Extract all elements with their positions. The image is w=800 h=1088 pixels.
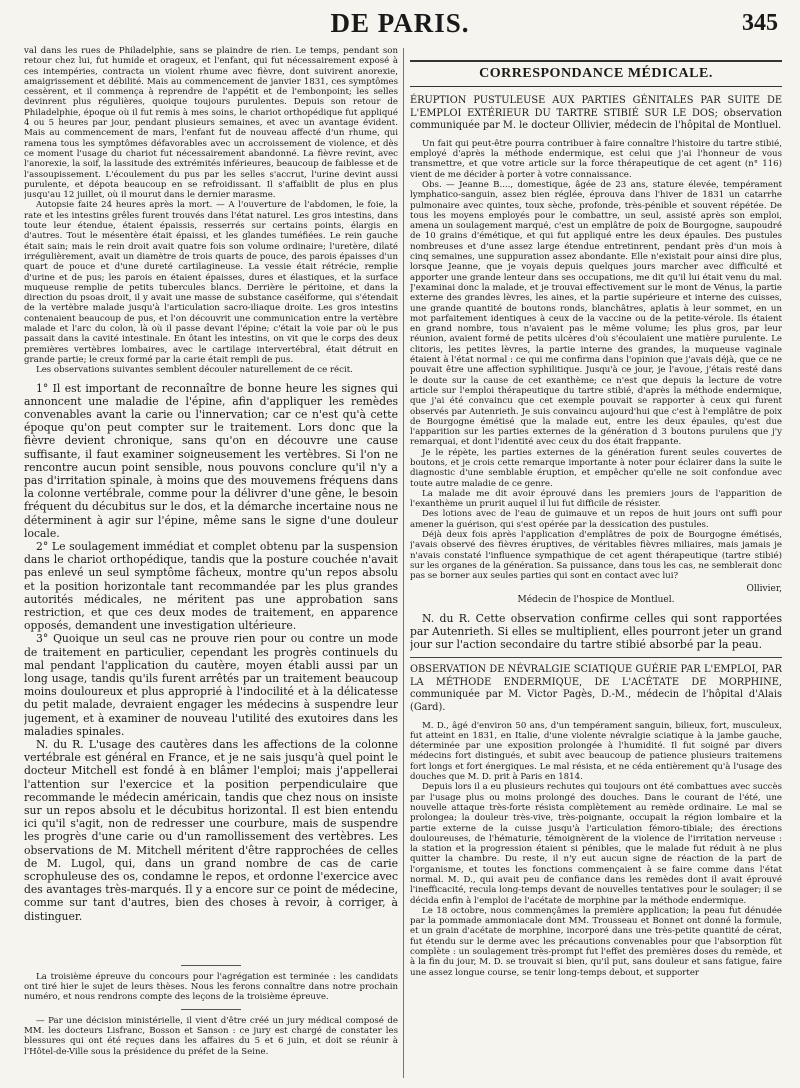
separator-rule: [181, 965, 241, 966]
article-1-paragraph: Déjà deux fois après l'application d'emplâtres de poix de Bourgogne émétisés, j'avais observé des fièvres éruptives, de véritables fièvres miliaires, mais jamais je n'avais constaté l'influence sympathique de cet agent thérapeutique (tartre stibié) sur les organes de la génération. Sa puissance, dans tous les cas, ne semblerait donc pas se borner aux seules parties qui sont en contact avec lui?: [410, 530, 782, 582]
running-title: DE PARIS.: [330, 8, 470, 38]
signature-name: Ollivier,: [746, 583, 782, 594]
column-divider: [403, 48, 404, 1078]
editor-note-right: N. du R. Cette observation confirme celles qui sont rapportées par Autenrieth. Si elles se multiplient, elles pourront jeter un grand jour sur l'action secondaire du tartre stibié absorbé par la peau.: [410, 611, 782, 651]
article-separator: [410, 657, 782, 658]
editor-note-left: N. du R. L'usage des cautères dans les affections de la colonne vertébrale est général en France, et je ne sais jusqu'à quel point le docteur Mitchell est fondé à en blâmer l'emploi; mais j'appellerai l'attention sur l'exercice et la position perpendiculaire que recommande le médecin américain, tandis que chez nous on insiste sur un repos absolu et le décubitus horizontal. Il est bien entendu ici qu'il s'agit, non de redresser une courbure, mais de suspendre les progrès d'une carie ou d'un ramollissement des vertèbres. Les observations de M. Mitchell méritent d'être rapprochées de celles de M. Lugol, qui, dans un grand nombre de cas de carie scrophuleuse des os, condamne le repos, et ordonne l'exercice avec des avantages très-marqués. Il y a encore sur ce point de médecine, comme sur tant d'autres, bien des choses à revoir, à corriger, à distinguer.: [24, 737, 398, 923]
article-1-paragraph: Je le répète, les parties externes de la génération furent seules couvertes de boutons, et je crois cette remarque importante à noter pour éclairer dans la suite le diagnostic d'une semblable éruption, et empêcher qu'elle ne soit confondue avec toute autre maladie de ce genre.: [410, 447, 782, 489]
article-1-title: ÉRUPTION PUSTULEUSE AUX PARTIES GÉNITALES PAR SUITE DE L'EMPLOI EXTÉRIEUR DU TARTRE STIBIÉ SUR LE DOS; observation communiquée par M. le docteur Ollivier, médecin de l'hôpital de Montluel.: [410, 95, 782, 132]
signature-title: Médecin de l'hospice de Montluel.: [517, 594, 675, 605]
observation-2: 2° Le soulagement immédiat et complet obtenu par la suspension dans le chariot orthopédique, tandis que la posture couchée n'avait pas enlevé un seul symptôme fâcheux, montre qu'un repos absolu et la position horizontale tant recommandée par les plus grandes autorités médicales, ne méritent pas une approbation sans restriction, et que ces deux modes de traitement, en apparence opposés, demandent une investigation ultérieure.: [24, 539, 398, 633]
article-1-paragraph: La malade me dit avoir éprouvé dans les premiers jours de l'apparition de l'exanthème un prurit auquel il lui fut difficile de résister.: [410, 488, 782, 510]
concours-news: La troisième épreuve du concours pour l'agrégation est terminée : les candidats ont tiré hier le sujet de leurs thèses. Nous les ferons connaître dans notre prochain numéro, et nous rendrons compte des leçons de la troisième épreuve.: [24, 971, 398, 1003]
article-1-paragraph: Des lotions avec de l'eau de guimauve et un repos de huit jours ont suffi pour amener la guérison, qui s'est opérée par la dessication des pustules.: [410, 509, 782, 530]
jury-news: — Par une décision ministérielle, il vient d'être créé un jury médical composé de MM. les docteurs Lisfranc, Bosson et Sanson : ce jury est chargé de constater les blessures qui ont été reçues dans les affaires du 5 et 6 juin, et doit se réunir à l'Hôtel-de-Ville sous la présidence du préfet de la Seine.: [24, 1015, 398, 1057]
article-2-paragraph: Le 18 octobre, nous commençâmes la première application; la peau fut dénudée par la pommade ammoniacale dont MM. Trousseau et Bonnet ont donné la formule, et un grain d'acétate de morphine, incorporé dans une très-petite quantité de cérat, fut étendu sur le derme avec les précautions convenables pour que l'absorption fût complète : un soulagement très-prompt fut l'effet des premières doses du remède, et à la fin du jour, M. D. se trouvait si bien, qu'il put, sans douleur et sans fatigue, faire une assez longue course, se tenir long-temps debout, et supporter: [410, 905, 782, 978]
article-1-intro: Un fait qui peut-être pourra contribuer à faire connaître l'histoire du tartre stibié, employé d'après la méthode endermique, est celui que j'ai l'honneur de vous transmettre, et que votre article sur la force thérapeutique de cet agent (n° 116) vient de me décider à porter à votre connaissance.: [410, 138, 782, 180]
article-2-paragraph: Depuis lors il a eu plusieurs rechutes qui toujours ont été combattues avec succès par l'usage plus ou moins prolongé des douches. Dans le courant de l'été, une nouvelle attaque très-forte résista complètement au remède ordinaire. Le mal se prolongea; la douleur très-vive, très-poignante, occupait la région lombaire et la partie externe de la cuisse jusqu'à l'articulation fémoro-tibiale; des érections douloureuses, de l'hématurie, témoignèrent de la violence de l'irritation nerveuse : la station et la progression étaient si pénibles, que le malade fut réduit à ne plus quitter la chambre. Du reste, il n'y eut aucun signe de réaction de la part de l'organisme, et toutes les fonctions commençaient à se faire comme dans l'état normal. M. D., qui avait peu de confiance dans les remèdes dont il avait éprouvé l'inefficacité, recula long-temps devant de nouvelles tentatives pour le soulager; il se décida enfin à l'emploi de l'acétate de morphine par la méthode endermique.: [410, 782, 782, 906]
right-column: [410, 46, 782, 1080]
case-narrative-paragraph: val dans les rues de Philadelphie, sans se plaindre de rien. Le temps, pendant son retour chez lui, fut humide et orageux, et l'enfant, qui fut nécessairement exposé à ces intempéries, contracta un violent rhume avec fièvre, dont suivirent anorexie, amaigrissement et débilité. Mais au commencement de janvier 1831, ces symptômes cessèrent, et il commença à reprendre de l'appétit et de l'embonpoint; les selles devinrent plus régulières, quoique toujours purulentes. Depuis son retour de Philadelphie, époque où il fut remis à mes soins, le chariot orthopédique fut appliqué 4 ou 5 heures par jour, pendant plusieurs semaines, et avec un avantage évident. Mais au commencement de mars, l'enfant fut de nouveau affecté d'un rhume, qui ramena tous les symptômes défavorables avec un accroissement de violence, et dès ce moment l'usage du chariot fut nécessairement abandonné. La fièvre revint, avec l'anorexie, la soif, la lassitude des extrémités inférieures, beaucoup de faiblesse et de l'assoupissement. L'écoulement du pus par les selles s'accrut, l'urine devint aussi purulente, et dépota beaucoup en se refroidissant. Il s'affaiblit de plus en plus jusqu'au 12 juillet, où il mourut dans le dernier marasme.: [24, 46, 398, 201]
page-number: 345: [742, 10, 778, 36]
left-column: [24, 46, 398, 1080]
section-heading: CORRESPONDANCE MÉDICALE.: [410, 60, 782, 87]
separator-rule: [181, 1009, 241, 1010]
observation-3: 3° Quoique un seul cas ne prouve rien pour ou contre un mode de traitement en particulier, cependant les progrès continuels du mal pendant l'application du cautère, moyen établi aussi par un long usage, tandis qu'ils furent arrêtés par un traitement beaucoup moins douloureux et plus approprié à l'indocilité et à la délicatesse du petit malade, devraient engager les médecins à suspendre leur jugement, et à examiner de nouveau l'utilité des exutoires dans les maladies spinales.: [24, 632, 398, 738]
article-1-observation: Obs. — Jeanne B...., domestique, âgée de 23 ans, stature élevée, tempérament lymphatico-sanguin, assez bien réglée, éprouva dans l'hiver de 1831 un catarrhe pulmonaire avec quintes, toux sèche, profonde, très-pénible et souvent répétée. De tous les moyens employés pour le combattre, un seul, assisté après son emploi, amena un soulagement marqué, c'est un emplâtre de poix de Bourgogne, saupoudré de 10 grains d'émétique, et qui fut appliqué entre les deux épaules. Des pustules nombreuses et d'une assez large étendue entretinrent, pendant près d'un mois à cinq semaines, une suppuration assez abondante. Elle n'existait pour ainsi dire plus, lorsque Jeanne, que je voyais depuis quelques jours marcher avec difficulté et apporter une grande lenteur dans ses occupations, me dit qu'il lui était venu du mal. J'examinai donc la malade, et je trouvai effectivement sur le mont de Vénus, la partie externe des grandes lèvres, les aines, et la partie supérieure et interne des cuisses, une grande quantité de boutons ronds, blanchâtres, aplatis à leur sommet, en un mot parfaitement identiques à ceux de la vaccine ou de la petite-vérole. Ils étaient en grand nombre, tous n'avaient pas le même volume; les plus gros, par leur réunion, avaient formé de petits ulcères d'où s'écoulaient une matière purulente. Le clitoris, les petites lèvres, la partie interne des grandes, la muqueuse vaginale étaient à l'état normal : ce qui me confirma dans l'opinion que j'avais déjà, que ce ne pouvait être une affection syphilitique. Jusqu'à ce jour, je l'avoue, j'étais resté dans le doute sur la cause de cet exanthème; ce n'est que depuis la lecture de votre article sur l'emploi thérapeutique du tartre stibié, d'après la méthode endermique, que j'ai été convaincu que cet exemple pouvait se rapporter à ceux qui furent observés par Autenrieth. Je suis convaincu aujourd'hui que c'est à l'emplâtre de poix de Bourgogne émétisé que la malade eut, entre les deux épaules, qu'est due l'apparition sur les parties externes de la génération d 3 boutons purulens que j'y remarquai, et dont l'identité avec ceux du dos était frappante.: [410, 179, 782, 448]
page-header: [0, 0, 800, 44]
observations-intro: Les observations suivantes semblent découler naturellement de ce récit.: [36, 365, 353, 376]
article-2-paragraph: M. D., âgé d'environ 50 ans, d'un tempérament sanguin, bilieux, fort, musculeux, fut atteint en 1831, en Italie, d'une violente névralgie sciatique à la jambe gauche, déterminée par une exposition prolongée à l'humidité. Il fut soigné par divers médecins fort distingués, et subit avec beaucoup de patience plusieurs traitemens fort longs et fort énergiques. Le mal résista, et ne céda entièrement qu'à l'usage des douches que M. D. prit à Paris en 1814.: [410, 720, 782, 783]
article-2-title: OBSERVATION DE NÉVRALGIE SCIATIQUE GUÉRIE PAR L'EMPLOI, PAR LA MÉTHODE ENDERMIQUE, DE L'ACÉTATE DE MORPHINE, communiquée par M. Victor Pagès, D.-M., médecin de l'hôpital d'Alais (Gard).: [410, 664, 782, 713]
autopsy-paragraph: Autopsie faite 24 heures après la mort. — A l'ouverture de l'abdomen, le foie, la rate et les intestins grêles furent trouvés dans l'état naturel. Les gros intestins, dans toute leur étendue, étaient épaissis, resserrés sur certains points, élargis en d'autres. Tout le mésentère était épaissi, et les glandes tuméfiées. Le rein gauche était sain; mais le rein droit avait quatre fois son volume ordinaire; l'uretère, dilaté irrégulièrement, avait un diamètre de trois quarts de pouce, des parois épaisses d'un quart de pouce et d'une dureté cartilagineuse. La vessie était rétrécie, remplie d'urine et de pus; les parois en étaient épaisses, dures et élastiques, et la surface muqueuse remplie de petits tubercules blancs. Derrière le péritoine, et dans la direction du psoas droit, il y avait une masse de substance caséiforme, qui s'étendait de la vertèbre malade jusqu'à l'articulation sacro-iliaque droite. Les gros intestins contenaient beaucoup de pus, et l'on découvrit une communication entre la vertèbre malade et l'arc du colon, là où il passe devant l'épine; c'était la voie par où le pus passait dans la cavité intestinale. En ôtant les intestins, on vit que le corps des deux premières vertèbres lombaires, avec le cartilage intervertébral, était détruit en grande partie; le creux formé par la carie était rempli de pus.: [24, 200, 398, 365]
observation-1: 1° Il est important de reconnaître de bonne heure les signes qui annoncent une maladie de l'épine, afin d'appliquer les remèdes convenables avant la carie ou l'innervation; car ce n'est qu'à cette époque qu'on peut compter sur le traitement. Lors donc que la fièvre devient chronique, sans qu'on en découvre une cause suffisante, il faut examiner soigneusement les vertèbres. Si l'on ne rencontre aucun point sensible, nous pouvons conclure qu'il n'y a pas d'irritation spinale, à moins que des mouvemens fréquens dans la colonne vertébrale, comme pour la délivrer d'une gêne, le besoin fréquent du décubitus sur le dos, et la démarche incertaine nous ne déterminent à agir sur l'épine, même sans le signe d'une douleur locale.: [24, 381, 398, 540]
